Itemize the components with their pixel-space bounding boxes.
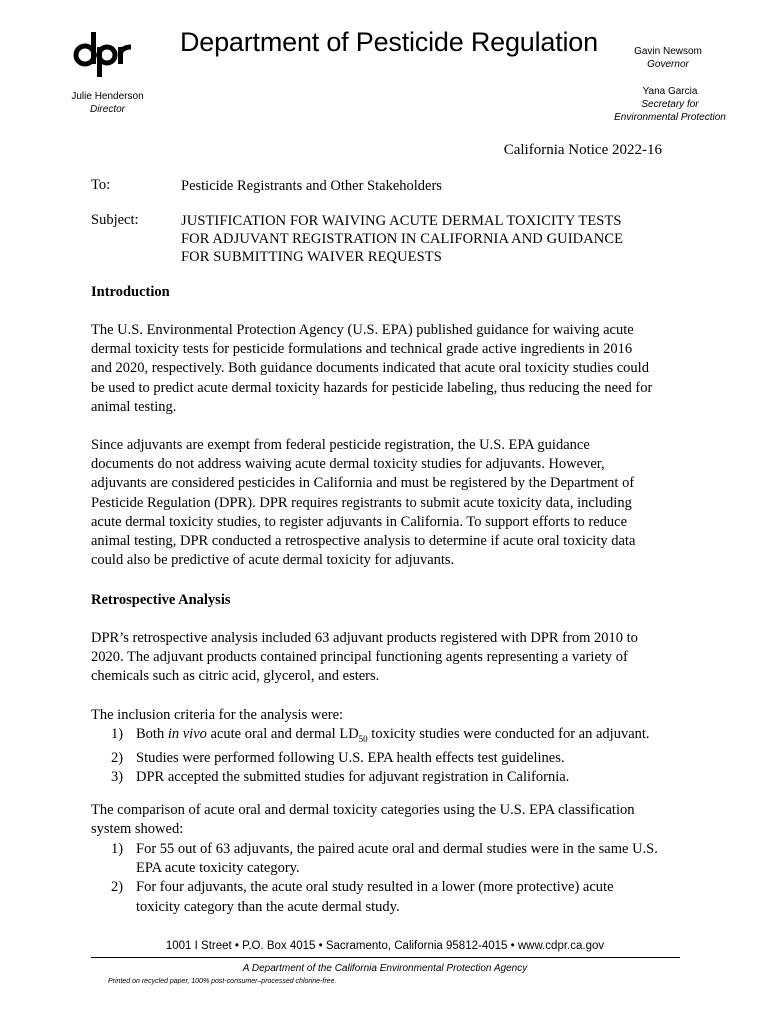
paragraph-line: Since adjuvants are exempt from federal pesticide registration, the U.S. EPA guidance (91, 437, 590, 453)
introduction-heading: Introduction (91, 284, 170, 300)
governor-name: Gavin Newsom (634, 46, 702, 57)
secretary-title-line2: Environmental Protection (614, 112, 726, 123)
list-text: toxicity category than the acute dermal study. (136, 898, 400, 915)
ld50-subscript: 50 (358, 733, 368, 744)
list-text: DPR accepted the submitted studies for adjuvant registration in California. (136, 769, 570, 786)
paragraph-line: animal testing. (91, 398, 177, 415)
paragraph-line: adjuvants are considered pesticides in California and must be registered by the Department of (91, 475, 635, 492)
subject-label: Subject: (91, 212, 139, 228)
list-number: 1) (111, 726, 124, 742)
list-number: 1) (111, 841, 124, 857)
footer-recycled-note: Printed on recycled paper, 100% post-consumer–processed chlorine-free. (108, 978, 337, 985)
subject-line: FOR SUBMITTING WAIVER REQUESTS (181, 249, 442, 265)
paragraph-line: DPR’s retrospective analysis included 63 adjuvant products registered with DPR from 2010 to (91, 630, 638, 646)
footer-address: 1001 I Street • P.O. Box 4015 • Sacramento, California 95812-4015 • www.cdpr.ca.gov (165, 940, 605, 952)
list-text-part: toxicity studies were conducted for an adjuvant. (367, 726, 650, 742)
list-item (91, 878, 691, 916)
governor-block (618, 45, 718, 71)
director-block (60, 90, 155, 116)
paragraph-line: could also be predictive of acute dermal toxicity for adjuvants. (91, 552, 455, 569)
intro-paragraph-1 (91, 321, 691, 417)
footer-divider (91, 957, 680, 958)
paragraph-line: dermal toxicity tests for pesticide formulations and technical grade active ingredients in 2016 (91, 341, 633, 358)
paragraph-line: chemicals such as citric acid, glycerol, and esters. (91, 668, 380, 685)
list-text (136, 725, 691, 749)
notice-number: California Notice 2022-16 (503, 142, 662, 158)
subject-line: JUSTIFICATION FOR WAIVING ACUTE DERMAL TOXICITY TESTS (181, 213, 622, 229)
paragraph-line: acute dermal toxicity studies, to register adjuvants in California. To support efforts to reduce (91, 513, 628, 530)
list-number: 3) (111, 769, 124, 786)
list-text: For four adjuvants, the acute oral study resulted in a lower (more protective) acute (136, 879, 614, 896)
list-text-part: Both (136, 726, 168, 742)
secretary-name: Yana Garcia (642, 86, 698, 97)
criteria-list (91, 725, 691, 788)
director-name: Julie Henderson (71, 91, 144, 102)
list-text: EPA acute toxicity category. (136, 860, 300, 877)
paragraph-line: documents do not address waiving acute dermal toxicity studies for adjuvants. However, (91, 456, 605, 473)
department-title: Department of Pesticide Regulation (180, 27, 598, 57)
secretary-block (610, 85, 730, 124)
retrospective-paragraph-1 (91, 629, 691, 687)
list-text: For 55 out of 63 adjuvants, the paired acute oral and dermal studies were in the same U.S. (136, 841, 658, 857)
retrospective-heading: Retrospective Analysis (91, 592, 231, 608)
comparison-intro (91, 801, 691, 839)
paragraph-line: 2020. The adjuvant products contained principal functioning agents representing a variety of (91, 649, 628, 666)
dpr-logo (73, 28, 135, 78)
footer-agency: A Department of the California Environmental Protection Agency (242, 963, 528, 974)
to-label: To: (91, 177, 111, 193)
paragraph-line: be used to predict acute dermal toxicity hazards for pesticide labeling, thus reducing the need for (91, 379, 653, 396)
criteria-intro (91, 706, 691, 725)
list-item (91, 725, 691, 749)
list-number: 2) (111, 750, 124, 767)
paragraph-line: The comparison of acute oral and dermal toxicity categories using the U.S. EPA classification (91, 802, 635, 818)
comparison-list (91, 840, 691, 917)
to-value: Pesticide Registrants and Other Stakeholders (181, 178, 442, 194)
dpr-logo-mark (73, 28, 135, 78)
governor-title: Governor (647, 59, 689, 70)
intro-paragraph-2 (91, 436, 691, 570)
subject-line: FOR ADJUVANT REGISTRATION IN CALIFORNIA AND GUIDANCE (181, 231, 624, 247)
list-number: 2) (111, 879, 124, 896)
director-title: Director (89, 104, 125, 115)
list-text-emphasis: in vivo (167, 726, 207, 742)
list-item (91, 749, 691, 768)
subject-value (181, 212, 623, 266)
paragraph-line: The U.S. Environmental Protection Agency (U.S. EPA) published guidance for waiving acute (91, 322, 634, 338)
paragraph-line: The inclusion criteria for the analysis were: (91, 707, 344, 723)
paragraph-line: animal testing, DPR conducted a retrospective analysis to determine if acute oral toxicity data (91, 533, 636, 550)
list-item (91, 840, 691, 878)
list-text: Studies were performed following U.S. EPA health effects test guidelines. (136, 750, 565, 767)
paragraph-line: and 2020, respectively. Both guidance documents indicated that acute oral toxicity studies could (91, 360, 649, 377)
secretary-title-line1: Secretary for (641, 99, 699, 110)
paragraph-line: Pesticide Regulation (DPR). DPR requires registrants to submit acute toxicity data, including (91, 494, 632, 511)
list-text-part: acute oral and dermal LD (206, 726, 359, 742)
paragraph-line: system showed: (91, 821, 184, 838)
list-item (91, 768, 691, 787)
